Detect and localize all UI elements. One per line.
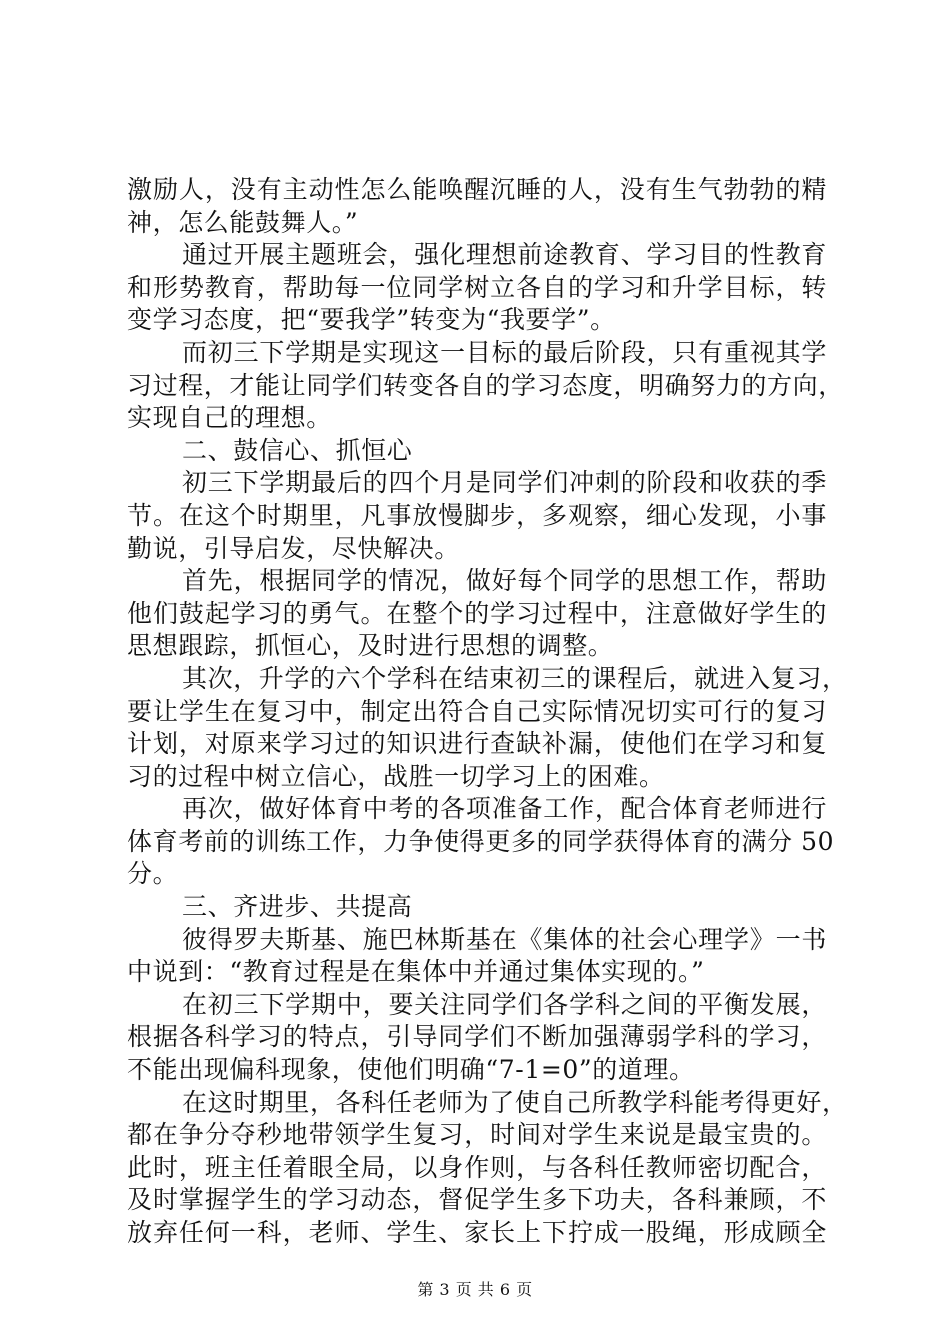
text-line: 放弃任何一科，老师、学生、家长上下拧成一股绳，形成顾全 — [127, 1218, 827, 1247]
paragraph-start-line: 首先，根据同学的情况，做好每个同学的思想工作，帮助 — [182, 566, 827, 596]
text-line: 计划，对原来学习过的知识进行查缺补漏，使他们在学习和复 — [127, 729, 827, 759]
paragraph-start-line: 在这时期里，各科任老师为了使自己所教学科能考得更好， — [182, 1087, 848, 1117]
paragraph-start-line: 再次，做好体育中考的各项准备工作，配合体育老师进行 — [182, 794, 827, 824]
text-line: 思想跟踪，抓恒心，及时进行思想的调整。 — [127, 631, 614, 661]
section-heading: 三、齐进步、共提高 — [182, 892, 413, 922]
paragraph-start-line: 而初三下学期是实现这一目标的最后阶段，只有重视其学 — [182, 337, 827, 367]
text-line: 此时，班主任着眼全局，以身作则，与各科任教师密切配合， — [127, 1152, 827, 1182]
paragraph-start-line: 其次，升学的六个学科在结束初三的课程后，就进入复习， — [182, 663, 848, 693]
section-heading: 二、鼓信心、抓恒心 — [182, 435, 413, 465]
text-line: 根据各科学习的特点，引导同学们不断加强薄弱学科的学习， — [127, 1022, 827, 1052]
paragraph-start-line: 初三下学期最后的四个月是同学们冲刺的阶段和收获的季 — [182, 468, 827, 498]
text-line: 习过程，才能让同学们转变各自的学习态度，明确努力的方向， — [127, 370, 844, 400]
text-line: 要让学生在复习中，制定出符合自己实际情况切实可行的复习 — [127, 696, 827, 726]
text-line: 变学习态度，把“要我学”转变为“我要学”。 — [127, 305, 616, 335]
text-line: 及时掌握学生的学习动态，督促学生多下功夫，各科兼顾，不 — [127, 1185, 827, 1215]
text-line: 激励人，没有主动性怎么能唤醒沉睡的人，没有生气勃勃的精 — [127, 175, 827, 204]
text-line: 都在争分夺秒地带领学生复习，时间对学生来说是最宝贵的。 — [127, 1120, 827, 1150]
text-line: 勤说，引导启发，尽快解决。 — [127, 533, 460, 563]
text-line: 中说到：“教育过程是在集体中并通过集体实现的。” — [127, 957, 705, 987]
paragraph-start-line: 通过开展主题班会，强化理想前途教育、学习目的性教育 — [182, 240, 827, 270]
text-line: 体育考前的训练工作，力争使得更多的同学获得体育的满分 50 — [127, 826, 835, 856]
paragraph-start-line: 在初三下学期中，要关注同学们各学科之间的平衡发展， — [182, 989, 827, 1019]
text-line: 节。在这个时期里，凡事放慢脚步，多观察，细心发现，小事 — [127, 500, 827, 530]
paragraph-start-line: 彼得罗夫斯基、施巴林斯基在《集体的社会心理学》一书 — [182, 924, 827, 954]
text-line: 实现自己的理想。 — [127, 403, 332, 433]
page-footer — [0, 1280, 950, 1300]
text-line: 他们鼓起学习的勇气。在整个的学习过程中，注意做好学生的 — [127, 598, 827, 628]
text-line: 不能出现偏科现象，使他们明确“7-1=0”的道理。 — [127, 1055, 695, 1085]
text-line: 习的过程中树立信心，战胜一切学习上的困难。 — [127, 761, 665, 791]
text-line: 分。 — [127, 859, 179, 889]
text-line: 和形势教育，帮助每一位同学树立各自的学习和升学目标，转 — [127, 272, 827, 302]
page-number-label: 第 3 页 共 6 页 — [417, 1280, 533, 1299]
text-line: 神，怎么能鼓舞人。” — [127, 207, 359, 237]
document-body — [127, 174, 848, 1250]
